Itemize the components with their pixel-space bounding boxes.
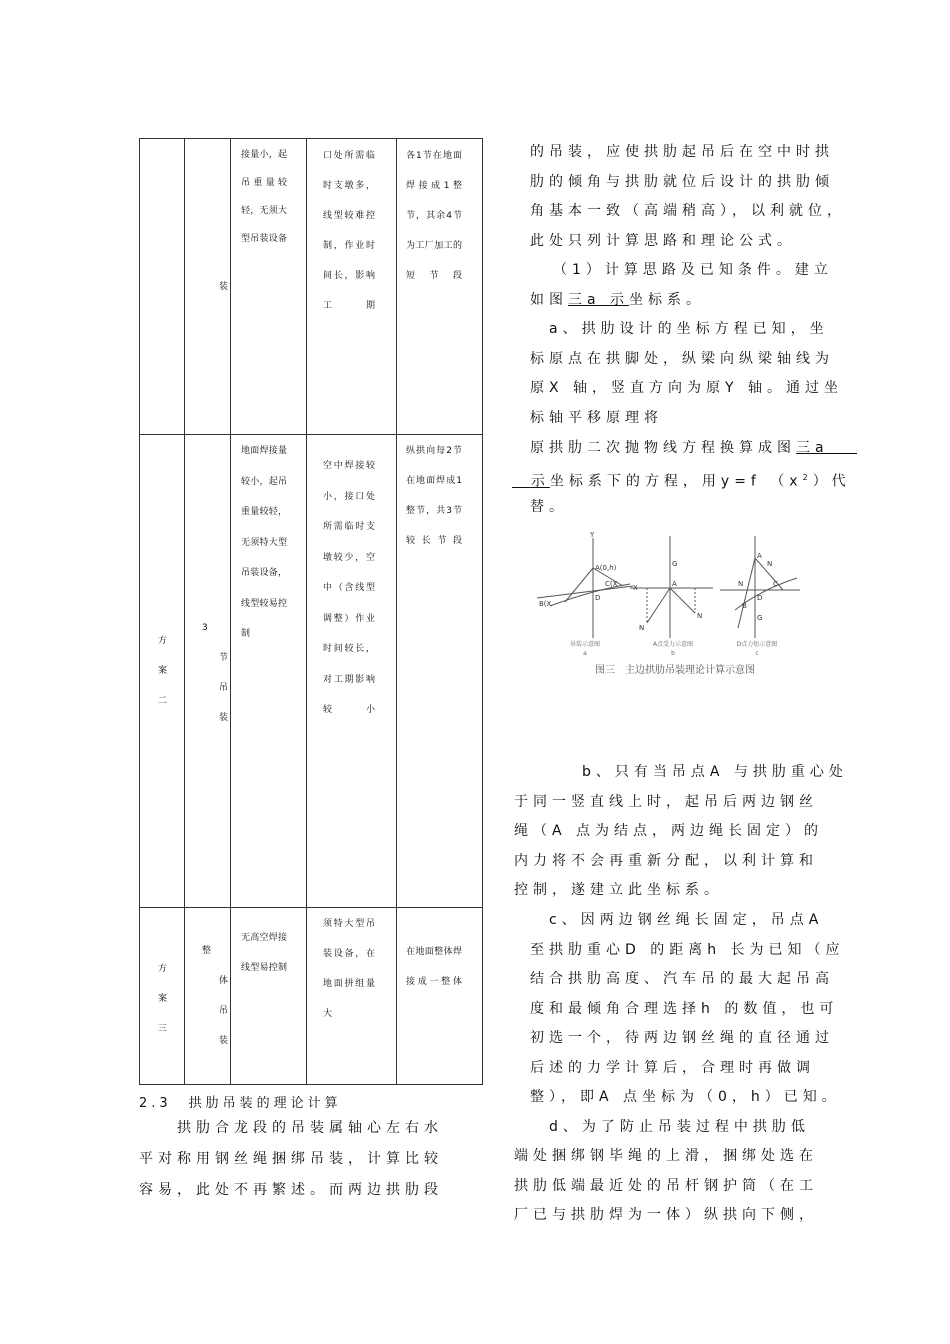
figure-ref-link: 三a 示 (568, 292, 630, 308)
table-cell-method: 装 (219, 1036, 229, 1046)
paragraph-line: d、为了防止吊装过程中拱肋低 (549, 1119, 810, 1135)
label-c-C: C (773, 580, 778, 588)
table-cell-disadvantages: 空中焊接较小，接口处所需临时支墩较少，空中（含线型调整）作业时间较长，对工期影响较小 (323, 461, 375, 715)
label-b-N1: N (639, 624, 645, 632)
table-cell-scheme: 方 (158, 964, 168, 974)
text-run: 如图 (530, 292, 568, 308)
paragraph-line: 控制，遂建立此坐标系。 (514, 882, 723, 898)
table-cell-advantages: 地面焊接量较小，起吊重量较轻，无须特大型吊装设备，线型较易控制 (241, 446, 287, 639)
label-c-G: G (757, 614, 763, 622)
paragraph-line: 结合拱肋高度、汽车吊的最大起吊高 (530, 971, 834, 987)
label-c-A: A (757, 552, 762, 560)
table-row-divider (140, 907, 482, 908)
text-run: ）代 (812, 473, 851, 490)
subcaption: A点受力示意图 (652, 641, 694, 648)
paragraph-line: 此处只列计算思路和理论公式。 (530, 233, 796, 249)
table-cell-disadvantages: 须特大型吊装设备，在地面拼组量大 (323, 919, 375, 1019)
table-col-divider (306, 139, 307, 1084)
label-a-A: A(0,h) (595, 564, 617, 572)
paragraph-line: 替。 (530, 499, 568, 515)
paragraph-line: 原X 轴，竖直方向为原Y 轴。通过坐 (530, 380, 844, 396)
paragraph-line: 角基本一致（高端稍高），以利就位， (530, 203, 846, 219)
label-y: Y (590, 531, 595, 539)
paragraph-line: 拱肋合龙段的吊装属轴心左右水 (139, 1120, 443, 1136)
label-x: X (633, 584, 638, 592)
label-c-D: D (757, 594, 763, 602)
paragraph-line: 肋的倾角与拱肋就位后设计的拱肋倾 (530, 174, 834, 190)
scheme-table (139, 138, 483, 1085)
sublabel: c (755, 650, 759, 657)
paragraph-line: 标原点在拱脚处，纵梁向纵梁轴线为 (530, 351, 834, 367)
table-col-divider (230, 139, 231, 1084)
paragraph-line (530, 286, 705, 316)
paragraph-line: b、只有当吊点A 与拱肋重心处 (582, 764, 848, 780)
table-cell-scheme: 二 (158, 696, 168, 706)
table-cell-scheme: 方 (158, 636, 168, 646)
underline-gap (838, 440, 857, 456)
paragraph-line: 标轴平移原理将 (530, 410, 663, 426)
table-cell-advantages: 无高空焊接线型易控制 (241, 933, 287, 973)
paragraph-line: 端处捆绑钢毕绳的上滑，捆绑处选在 (514, 1148, 818, 1164)
figure-caption: 图三 主边拱肋吊装理论计算示意图 (595, 665, 755, 676)
text-run: 原拱肋二次抛物线方程换算成图 (530, 440, 796, 456)
paragraph-line: 绳（A 点为结点，两边绳长固定）的 (514, 823, 824, 839)
paragraph-line: 平对称用钢丝绳捆绑吊装，计算比较 (139, 1151, 443, 1167)
table-col-divider (396, 139, 397, 1084)
paragraph-line: c、因两边钢丝绳长固定，吊点A (549, 912, 824, 928)
label-c-B: B (742, 602, 747, 610)
table-cell-remarks: 各1节在地面焊接成1整节，其余4节为工厂加工的短节段 (406, 151, 462, 281)
label-a-B: B(X (539, 600, 552, 608)
label-a-C: C(X (605, 580, 618, 588)
label-b-G: G (672, 560, 678, 568)
lifting-diagram-figure (535, 528, 815, 683)
table-cell-method: 吊 (219, 683, 229, 693)
table-cell-remarks: 在地面整体焊接成一整体 (406, 947, 462, 987)
table-cell-number: 整 (202, 946, 212, 956)
paragraph-line: 的吊装，应使拱肋起吊后在空中时拱 (530, 144, 834, 160)
sublabel: a (583, 650, 587, 657)
table-cell-scheme: 案 (158, 666, 168, 676)
paragraph-line: 后述的力学计算后，合理时再做调 (530, 1060, 815, 1076)
table-cell-method: 体 (219, 976, 229, 986)
table-row-divider (140, 434, 482, 435)
text-run: 坐标系下的方程，用y=f （x (549, 473, 803, 490)
table-cell-method: 装 (219, 713, 229, 723)
paragraph-line: a、拱肋设计的坐标方程已知，坐 (549, 321, 829, 337)
superscript: 2 (802, 473, 813, 482)
table-cell-method: 装 (219, 282, 229, 292)
table-cell-remarks: 纵拱向每2节在地面焊成1整节，共3节较长节段 (406, 446, 462, 546)
paragraph-line: （1）计算思路及已知条件。建立 (553, 262, 833, 278)
paragraph-line: 内力将不会再重新分配，以利计算和 (514, 853, 818, 869)
table-cell-method: 吊 (219, 1006, 229, 1016)
figure-ref-link: 三a (796, 440, 839, 456)
subcaption: D点力矩示意图 (736, 641, 778, 648)
paragraph-line: 拱肋低端最近处的吊杆钢护筒（在工 (514, 1178, 818, 1194)
label-c-N1: N (738, 580, 744, 588)
label-b-A: A (672, 580, 677, 588)
paragraph-line: 厂已与拱肋焊为一体）纵拱向下侧， (514, 1207, 818, 1223)
paragraph-line (530, 434, 857, 464)
underline-gap (512, 474, 531, 490)
figure-ref-link: 示 (530, 473, 550, 490)
table-cell-scheme: 案 (158, 994, 168, 1004)
paragraph-line: 整），即A 点坐标为（0，h）已知。 (530, 1089, 841, 1105)
table-cell-disadvantages: 口处所需临时支墩多，线型较难控制，作业时间长，影响工期 (323, 151, 375, 311)
label-a-D: D (595, 594, 601, 602)
label-b-N2: N (697, 612, 703, 620)
paragraph-line: 容易，此处不再繁述。而两边拱肋段 (139, 1182, 443, 1198)
section-title: 2.3 拱肋吊装的理论计算 (139, 1096, 342, 1111)
table-cell-scheme: 三 (158, 1024, 168, 1034)
table-cell-method: 节 (219, 653, 229, 663)
label-c-N2: N (767, 560, 773, 568)
paragraph-line: 于同一竖直线上时，起吊后两边钢丝 (514, 794, 818, 810)
text-run: 坐标系。 (629, 292, 706, 308)
subcaption: 吊装示意图 (569, 641, 601, 648)
table-cell-advantages: 接量小，起吊重量较轻，无须大型吊装设备 (241, 150, 287, 244)
paragraph-line: 度和最倾角合理选择h 的数值，也可 (530, 1001, 839, 1017)
paragraph-line: 初选一个，待两边钢丝绳的直径通过 (530, 1030, 834, 1046)
table-col-divider (184, 139, 185, 1084)
table-cell-number: 3 (202, 623, 208, 633)
paragraph-line: 至拱肋重心D 的距离h 长为已知（应 (530, 942, 845, 958)
x-axis-line (537, 586, 633, 598)
sublabel: b (671, 650, 675, 657)
